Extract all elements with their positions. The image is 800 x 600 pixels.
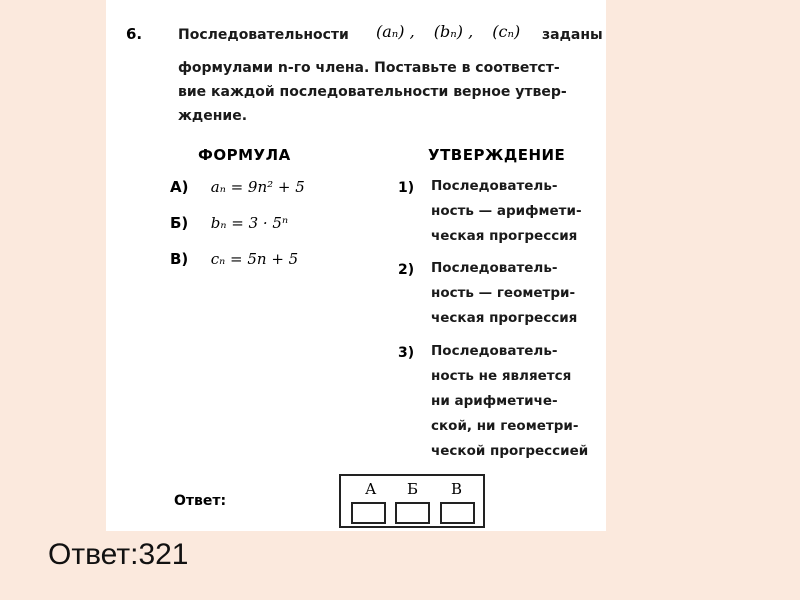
answer-table [339,474,485,528]
sequence-a: (aₙ) , [376,22,415,41]
formula-expr: cₙ = 5n + 5 [210,250,299,268]
statement-line: ни арифметиче- [431,393,558,409]
task-line-4: ждение. [178,108,248,124]
statement-line: ность — арифмети- [431,203,582,219]
answer-cell-b[interactable] [395,502,430,524]
formula-row-b [170,214,288,232]
statement-text-1 [431,174,611,249]
statement-line: Последователь- [431,260,558,276]
statement-text-2 [431,256,611,331]
statement-header: УТВЕРЖДЕНИЕ [428,146,566,164]
task-sheet [106,0,606,531]
statement-line: ческой прогрессией [431,443,589,459]
statement-text-3 [431,339,611,464]
task-line1-tail: заданы [542,27,603,43]
task-number: 6. [126,25,143,43]
statement-line: Последователь- [431,343,558,359]
statement-line: Последователь- [431,178,558,194]
statement-num-2: 2) [398,262,415,278]
formula-header: ФОРМУЛА [198,146,291,164]
statement-num-3: 3) [398,345,415,361]
formula-label: Б) [170,214,189,232]
formula-row-c [170,250,298,268]
answer-cell-a[interactable] [351,502,386,524]
statement-num-1: 1) [398,180,415,196]
task-line1-lead: Последовательности [178,27,349,43]
task-line-2: формулами n-го члена. Поставьте в соответст- [178,60,560,76]
answer-cell-c[interactable] [440,502,475,524]
answer-table-label: Ответ: [174,493,227,509]
formula-row-a [170,178,305,196]
statement-line: ской, ни геометри- [431,418,579,434]
formula-label: А) [170,178,189,196]
answer-column-c: В [451,480,463,498]
sequence-b: (bₙ) , [433,22,474,41]
statement-line: ность не является [431,368,572,384]
formula-expr: bₙ = 3 · 5ⁿ [210,214,289,232]
answer-column-a: А [365,480,377,498]
statement-line: ческая прогрессия [431,310,578,326]
statement-line: ческая прогрессия [431,228,578,244]
formula-label: В) [170,250,189,268]
answer-text: Ответ:321 [48,538,189,571]
sequence-list [376,22,534,41]
sequence-c: (cₙ) [492,22,521,41]
task-line-3: вие каждой последовательности верное утвер- [178,84,567,100]
statement-line: ность — геометри- [431,285,576,301]
answer-column-b: Б [407,480,419,498]
formula-expr: aₙ = 9n² + 5 [210,178,305,196]
